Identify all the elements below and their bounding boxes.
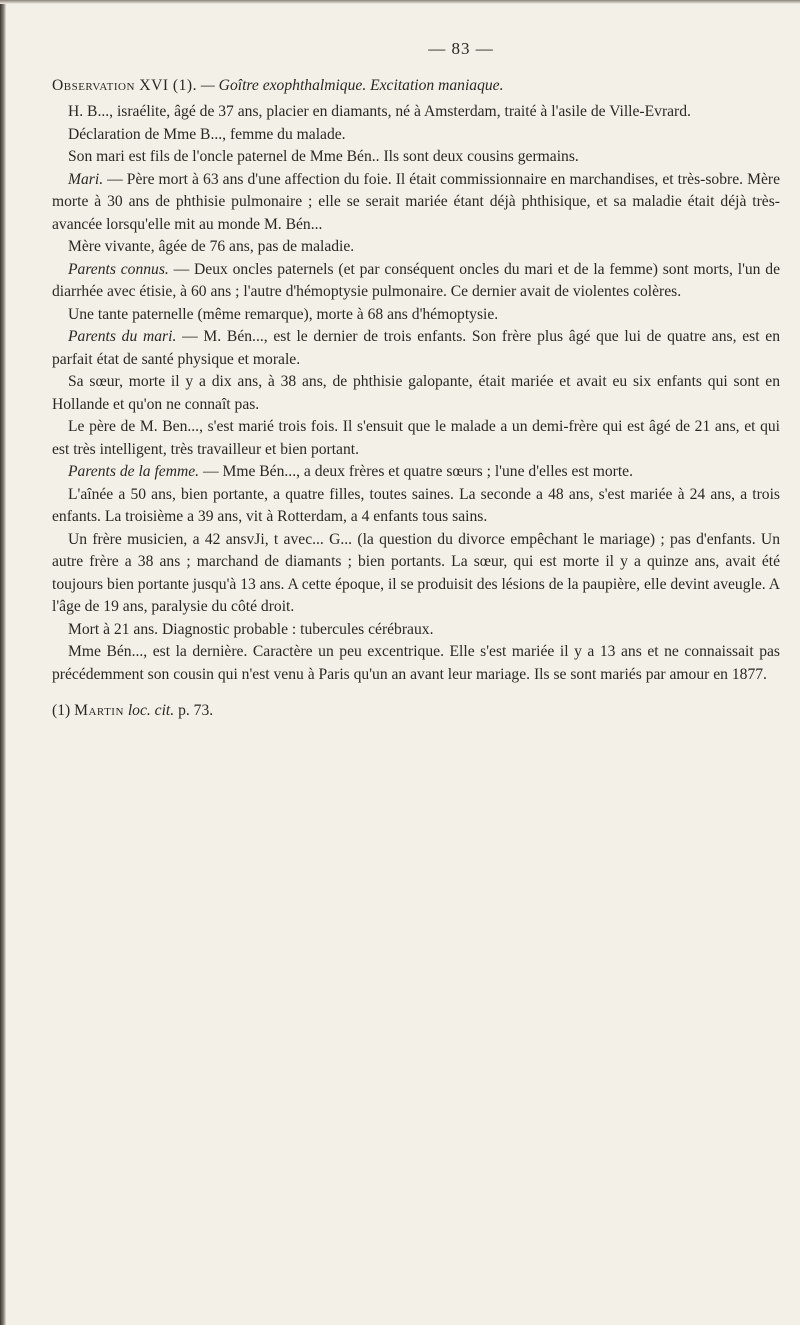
page-top-edge: [0, 0, 800, 4]
paragraph-text: H. B..., israélite, âgé de 37 ans, placier en diamants, né à Amsterdam, traité à l'asile de Ville-Evrard.: [68, 103, 691, 120]
paragraph-text: L'aînée a 50 ans, bien portante, a quatre filles, toutes saines. La seconde a 48 ans, s'est mariée à 24 ans, a trois enfants. La troisième a 39 ans, vit à Rotterdam, a 4 enfants tous sains.: [52, 485, 780, 525]
paragraph-text: Sa sœur, morte il y a dix ans, à 38 ans, de phthisie galopante, était mariée et avait eu six enfants qui sont en Hollande et qu'on ne connaît pas.: [52, 373, 780, 413]
footnote-marker: (1): [52, 702, 71, 719]
paragraph-text: — Deux oncles paternels (et par conséquent oncles du mari et de la femme) sont morts, l'un de diarrhée avec étisie, à 60 ans ; l'autre d'hémoptysie pulmonaire. Ce dernier avait de violentes colères.: [52, 260, 780, 300]
page-number: — 83 —: [428, 39, 494, 58]
paragraph: [52, 304, 780, 327]
paragraph: [52, 101, 780, 124]
paragraph-text: — Mme Bén..., a deux frères et quatre sœurs ; l'une d'elles est morte.: [199, 463, 633, 480]
footnote-author: Martin: [74, 702, 124, 719]
paragraph-text: Un frère musicien, a 42 ansvJi, t avec... G... (la question du divorce empêchant le mariage) ; pas d'enfants. Un autre frère a 38 ans ; marchand de diamants ; bien portants. La sœur, qui est morte il y a quinze ans, avait été toujours bien portante jusqu'à 13 ans. A cette époque, il se produisit des lésions de la paupière, elle devint aveugle. A l'âge de 19 ans, paralysie du côté droit.: [52, 530, 780, 615]
paragraph-text: Déclaration de Mme B..., femme du malade.: [68, 125, 346, 143]
section-label: Parents du mari.: [68, 328, 177, 345]
paragraph: [52, 641, 780, 686]
section-label: Mari.: [68, 170, 104, 188]
paragraph-text: — Père mort à 63 ans d'une affection du foie. Il était commissionnaire en marchandises, et très-sobre. Mère morte à 30 ans de phthisie pulmonaire ; elle se serait mariée étant déjà phthisique, et sa maladie était déjà très-avancée lorsqu'elle mit au monde M. Bén...: [52, 170, 780, 233]
paragraph: [52, 326, 780, 371]
paragraph: [52, 529, 780, 619]
paragraph-text: Son mari est fils de l'oncle paternel de Mme Bén.. Ils sont deux cousins germains.: [68, 148, 579, 165]
body-text: [52, 101, 780, 686]
paragraph: [52, 169, 780, 237]
section-label: Parents de la femme.: [68, 463, 200, 480]
footnote-page: p. 73.: [178, 702, 214, 719]
footnote-ref: loc. cit.: [127, 702, 175, 719]
paragraph: [52, 124, 780, 147]
paragraph-text: Mort à 21 ans. Diagnostic probable : tubercules cérébraux.: [68, 620, 434, 638]
paragraph: [52, 619, 780, 642]
paragraph-text: Mme Bén..., est la dernière. Caractère un peu excentrique. Elle s'est mariée il y a 13 ans et ne connaissait pas précédemment son cousin qui n'est venu à Paris qu'un an avant leur mariage. Ils se sont mariés par amour en 1877.: [52, 643, 780, 683]
paragraph: [52, 146, 780, 169]
paragraph-text: Mère vivante, âgée de 76 ans, pas de maladie.: [68, 238, 355, 255]
paragraph: [52, 236, 780, 259]
observation-heading: [52, 75, 780, 98]
paragraph-text: Une tante paternelle (même remarque), morte à 68 ans d'hémoptysie.: [68, 305, 499, 323]
paragraph-text: — M. Bén..., est le dernier de trois enfants. Son frère plus âgé que lui de quatre ans, est en parfait état de santé physique et morale.: [52, 328, 780, 368]
document-page: [52, 38, 780, 723]
paragraph: [52, 416, 780, 461]
paragraph: [52, 259, 780, 304]
paragraph-text: Le père de M. Ben..., s'est marié trois fois. Il s'ensuit que le malade a un demi-frère qui est âgé de 21 ans, et qui est très intelligent, très travailleur et bien portant.: [52, 418, 780, 458]
observation-title: — Goître exophthalmique. Excitation maniaque.: [200, 76, 504, 94]
observation-label: Observation XVI (1).: [52, 76, 198, 94]
paragraph: [52, 371, 780, 416]
footnote: [52, 700, 780, 723]
section-label: Parents connus.: [68, 260, 169, 278]
paragraph: [52, 484, 780, 529]
book-spine-shadow: [0, 0, 6, 1325]
paragraph: [52, 461, 780, 484]
